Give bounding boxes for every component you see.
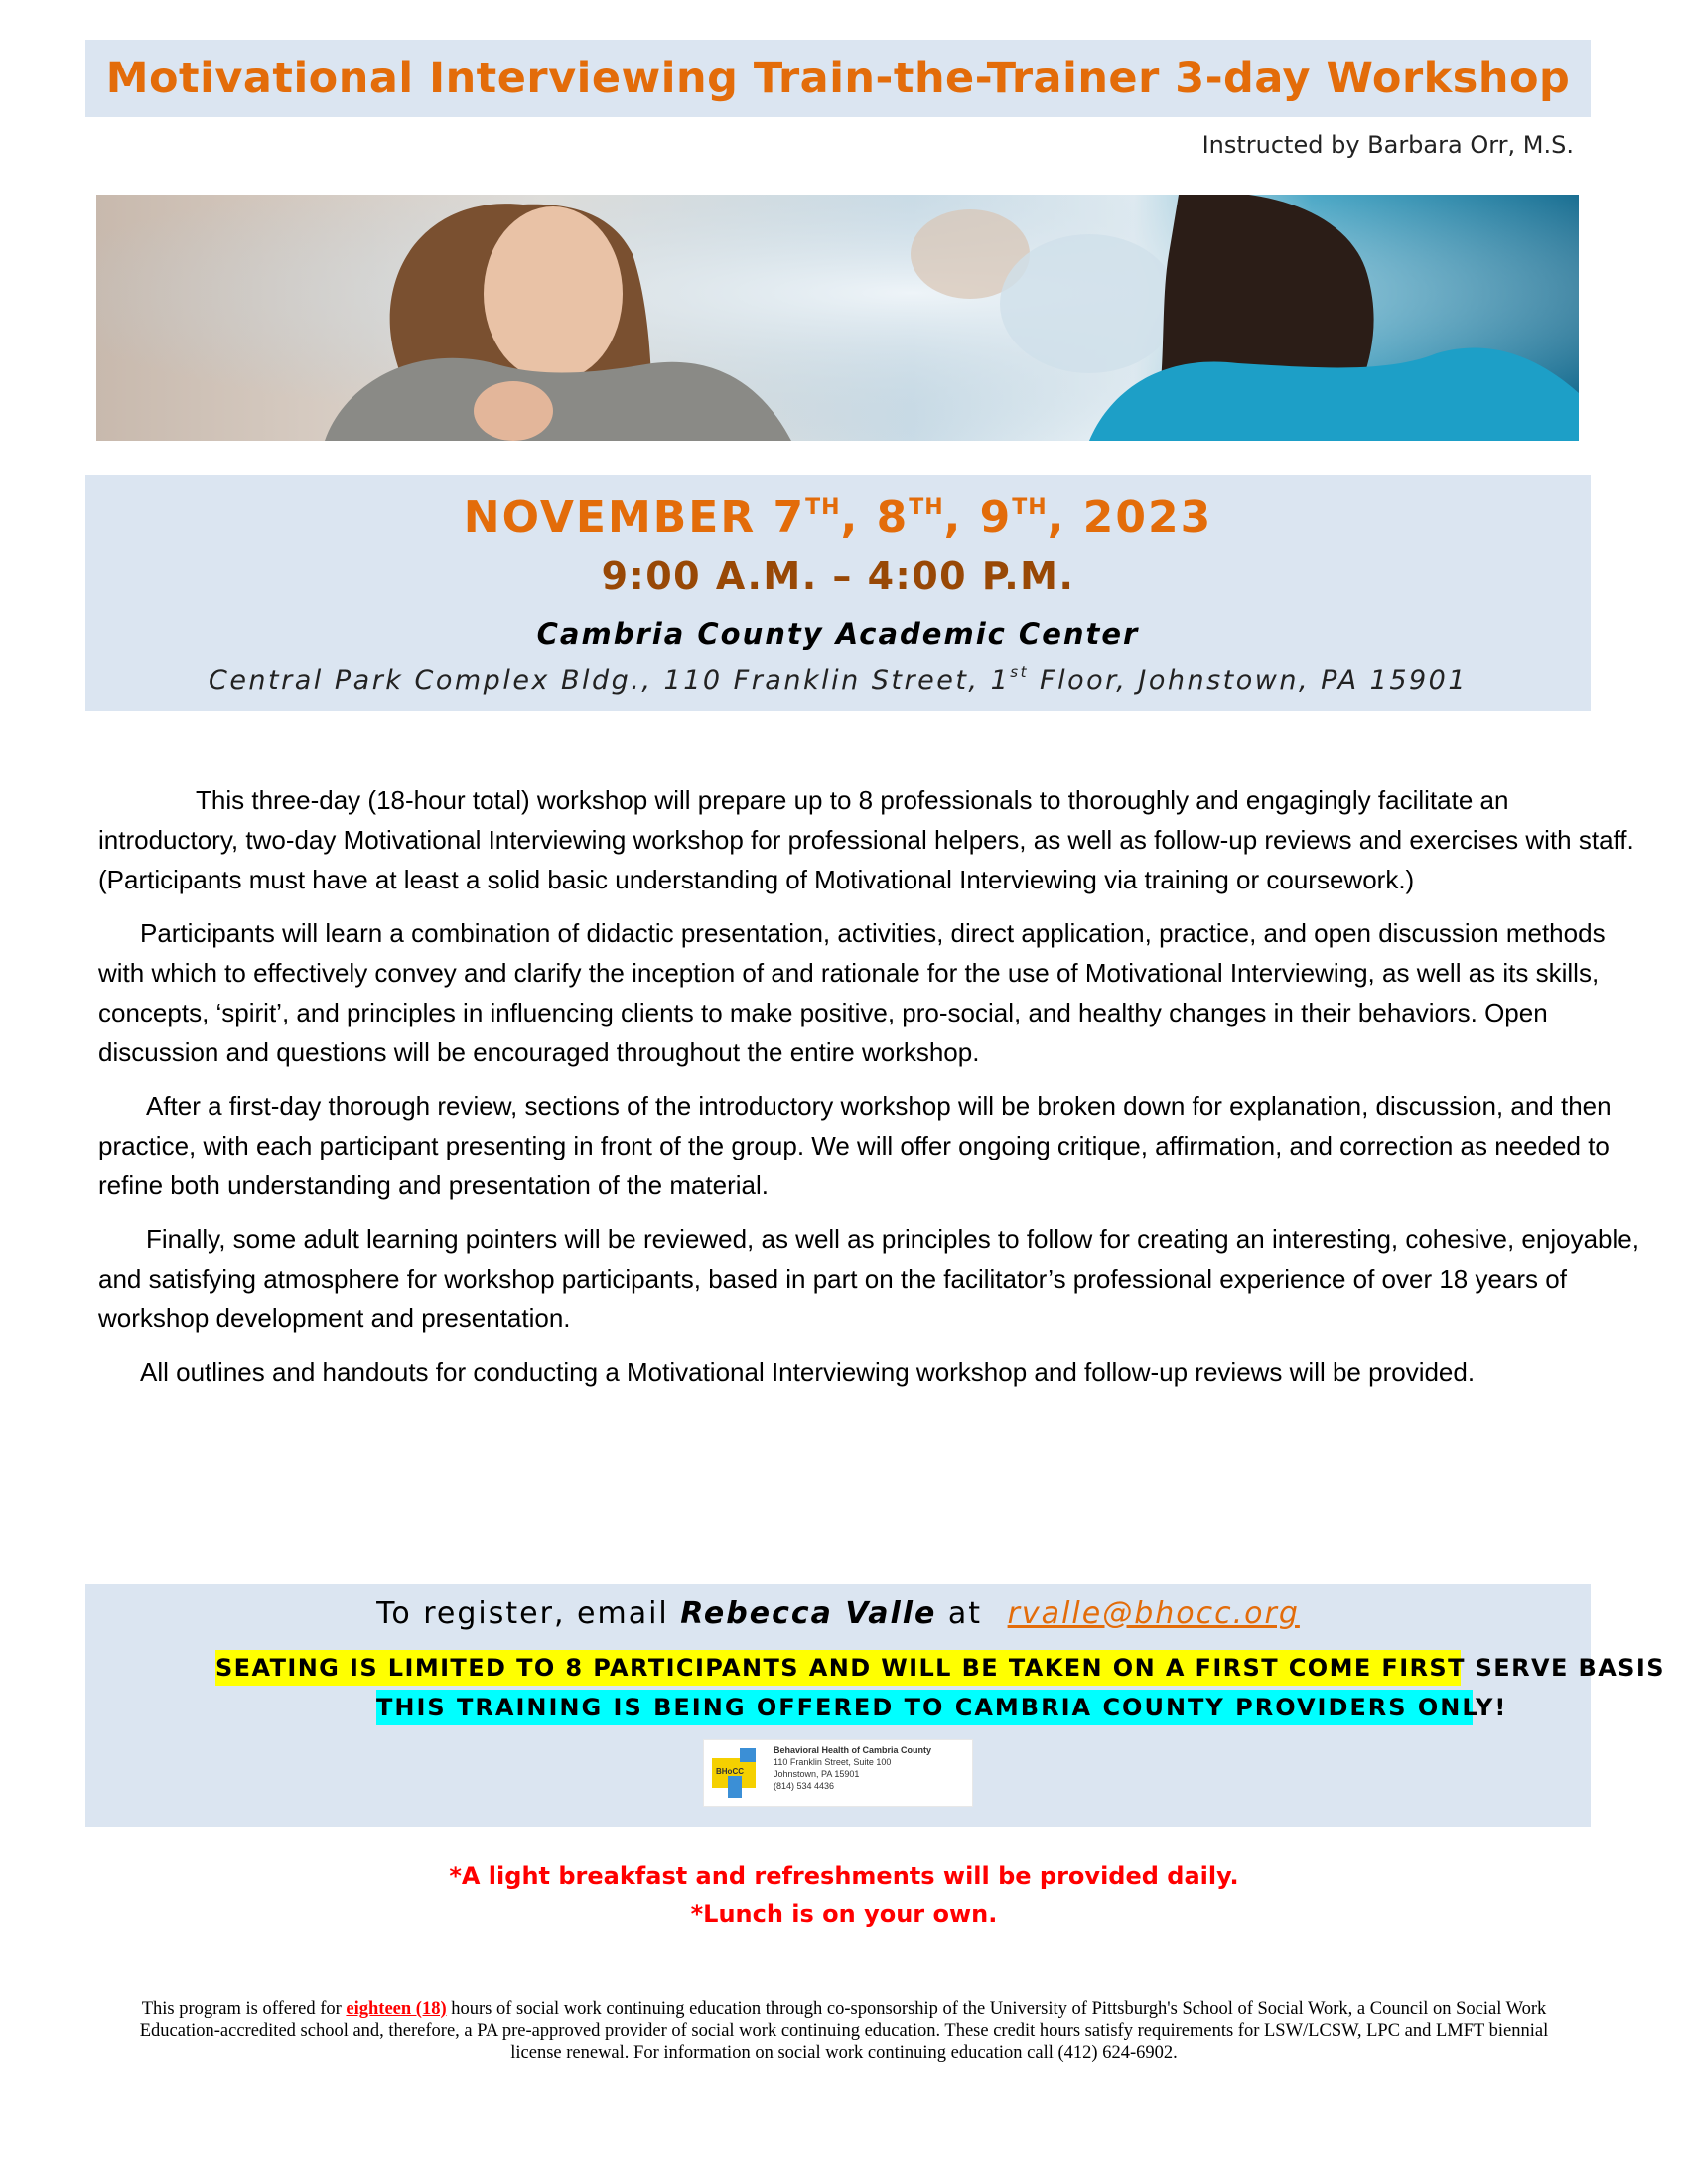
header-photo [96, 195, 1579, 441]
registration-box [85, 1584, 1665, 1827]
description-paragraph-1: This three-day (18-hour total) workshop will prepare up to 8 professionals to thoroughly and engagingly facilitate an introductory, two-day Motivational Interviewing workshop for professional helpers, as well as follow-up reviews and exercises with staff. (Participants must have at least a solid basic understanding of Motivational Interviewing via training or coursework.) [98, 785, 1634, 894]
contact-name: Rebecca Valle [680, 1596, 937, 1631]
description-paragraph-2: Participants will learn a combination of didactic presentation, activities, direct application, practice, and open discussion methods with which to effectively convey and clarify the inception of and rationale for the use of Motivational Interviewing, as well as its skills, concepts, ‘spirit’, and principles in influencing clients to make positive, pro-social, and healthy changes in their behaviors. Open discussion and questions will be encouraged throughout the entire workshop. [98, 918, 1606, 1067]
event-address [85, 663, 1591, 696]
instructor-credit: Instructed by Barbara Orr, M.S. [1201, 131, 1574, 159]
page-title: Motivational Interviewing Train-the-Trainer 3-day Workshop [105, 54, 1571, 103]
two-women-talking-image [96, 195, 1579, 441]
title-banner [85, 40, 1591, 117]
event-details-banner [85, 475, 1591, 711]
lunch-note: *Lunch is on your own. [690, 1900, 998, 1928]
logo-phone: (814) 534 4436 [774, 1781, 835, 1791]
description-paragraph-4: Finally, some adult learning pointers will be reviewed, as well as principles to follow for creating an interesting, cohesive, enjoyable, and satisfying atmosphere for workshop participants, based in part on the facilitator’s professional experience of over 18 years of workshop development and presentation. [98, 1224, 1639, 1333]
credit-hours-highlight: eighteen (18) [346, 1999, 447, 2019]
description-paragraph-3: After a first-day thorough review, sections of the introductory workshop will be broken down for explanation, discussion, and then practice, with each participant presenting in front of the group. We will offer ongoing critique, affirmation, and correction as needed to refine both understanding and presentation of the material. [98, 1091, 1612, 1200]
logo-address-line-1: 110 Franklin Street, Suite 100 [774, 1757, 892, 1767]
description-paragraph-5: All outlines and handouts for conducting a Motivational Interviewing workshop and follow-up reviews will be provided. [140, 1357, 1476, 1387]
logo-org-name: Behavioral Health of Cambria County [774, 1745, 932, 1755]
providers-only-note: THIS TRAINING IS BEING OFFERED TO CAMBRIA COUNTY PROVIDERS ONLY! [376, 1690, 1473, 1725]
register-at: at [936, 1596, 994, 1631]
footer-text-2: hours of social work continuing education through co-sponsorship of the University of Pittsburgh's School of Social Work, a Council on Social Work Education-accredited school and, therefore, a PA pre-approved provider of social work continuing education. These credit hours satisfy requirements for LSW/LCSW, LPC and LMFT biennial license renewal. For information on social work continuing education call (412) 624-6902. [139, 1999, 1549, 2063]
contact-email-link[interactable]: rvalle@bhocc.org [1007, 1596, 1300, 1631]
date-year: , 2023 [1047, 492, 1213, 543]
logo-info [774, 1744, 931, 1792]
event-dates [85, 492, 1591, 543]
breakfast-note: *A light breakfast and refreshments will be provided daily. [449, 1862, 1239, 1890]
date-text-1: NOVEMBER 7 [463, 492, 806, 543]
register-instructions [85, 1596, 1591, 1631]
workshop-description [98, 780, 1647, 1406]
logo-address-line-2: Johnstown, PA 15901 [774, 1769, 860, 1779]
date-suffix-2: TH [909, 495, 944, 520]
date-text-2: , 8 [840, 492, 910, 543]
event-venue: Cambria County Academic Center [536, 617, 1140, 651]
footer-text-1: This program is offered for [141, 1999, 347, 2019]
ce-credit-footer [134, 1998, 1554, 2064]
seating-limit-note: SEATING IS LIMITED TO 8 PARTICIPANTS AND WILL BE TAKEN ON A FIRST COME FIRST SERVE BASIS [215, 1650, 1461, 1686]
event-time: 9:00 A.M. – 4:00 P.M. [601, 554, 1075, 598]
date-suffix-3: TH [1012, 495, 1048, 520]
address-floor-suffix: st [1010, 663, 1029, 681]
logo-mark-text: BHoCC [716, 1767, 744, 1776]
address-text-1: Central Park Complex Bldg., 110 Franklin Street, 1 [208, 665, 1011, 696]
address-text-2: Floor, Johnstown, PA 15901 [1028, 665, 1469, 696]
bhocc-logo [703, 1739, 973, 1807]
register-prefix: To register, email [376, 1596, 681, 1631]
pennsylvania-map-icon [710, 1748, 760, 1798]
date-text-3: , 9 [943, 492, 1013, 543]
date-suffix-1: TH [805, 495, 841, 520]
